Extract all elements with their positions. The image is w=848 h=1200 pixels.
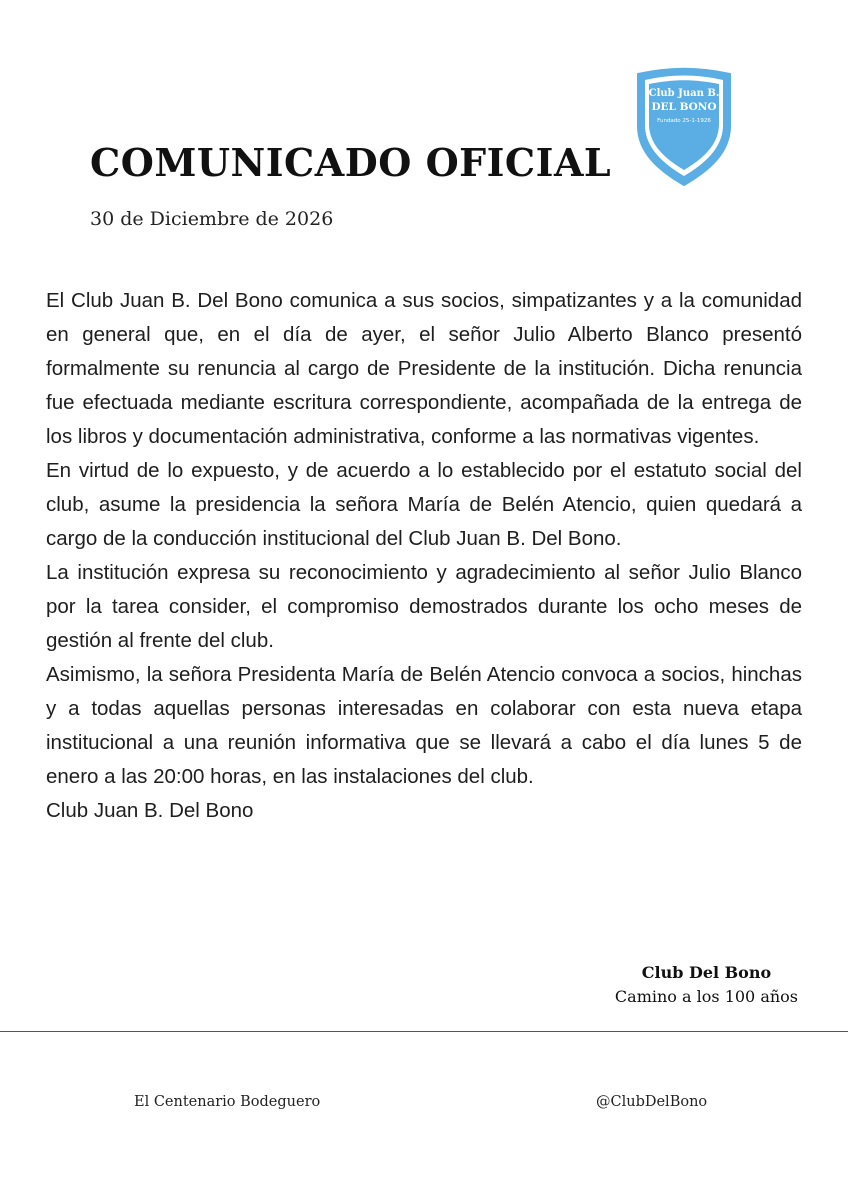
signature-motto: Camino a los 100 años: [614, 987, 798, 1006]
body-paragraph-1: El Club Juan B. Del Bono comunica a sus socios, simpatizantes y a la comunidad en general que, en el día de ayer, el señor Julio Alberto Blanco presentó formalmente su renuncia al cargo de Presidente de la institución. Dicha renuncia fue efectuada mediante escritura correspondiente, acompañada de la entrega de los libros y documentación administrativa, conforme a las normativas vigentes.: [46, 289, 802, 448]
footer-social-handle: @ClubDelBono: [596, 1094, 708, 1110]
body-paragraph-4: Asimismo, la señora Presidenta María de Belén Atencio convoca a socios, hinchas y a todas aquellas personas interesadas en colaborar con esta nueva etapa institucional a una reunión informativa que se llevará a cabo el día lunes 5 de enero a las 20:00 horas, en las instalaciones del club.: [46, 663, 802, 788]
communique-body: [46, 284, 802, 828]
page-title: COMUNICADO OFICIAL: [90, 140, 612, 185]
body-paragraph-3: La institución expresa su reconocimiento y agradecimiento al señor Julio Blanco por la tarea consider, el compromiso demostrados durante los ocho meses de gestión al frente del club.: [46, 561, 802, 652]
signature-name: Club Del Bono: [641, 963, 772, 982]
crest-text-line1: Club Juan B.: [648, 88, 720, 99]
club-crest-logo: [632, 66, 736, 188]
body-paragraph-2: En virtud de lo expuesto, y de acuerdo a lo establecido por el estatuto social del club, asume la presidencia la señora María de Belén Atencio, quien quedará a cargo de la conducción institucional del Club Juan B. Del Bono.: [46, 459, 802, 550]
signature-block: [615, 962, 798, 1010]
shield-icon: [632, 66, 736, 188]
body-closing: Club Juan B. Del Bono: [46, 799, 254, 822]
crest-text-line3: Fundado 25-1-1926: [657, 118, 711, 124]
footer-divider: [0, 1031, 848, 1032]
crest-text-line2: DEL BONO: [651, 101, 717, 113]
footer-slogan: El Centenario Bodeguero: [134, 1094, 321, 1110]
document-date: 30 de Diciembre de 2026: [90, 208, 334, 230]
